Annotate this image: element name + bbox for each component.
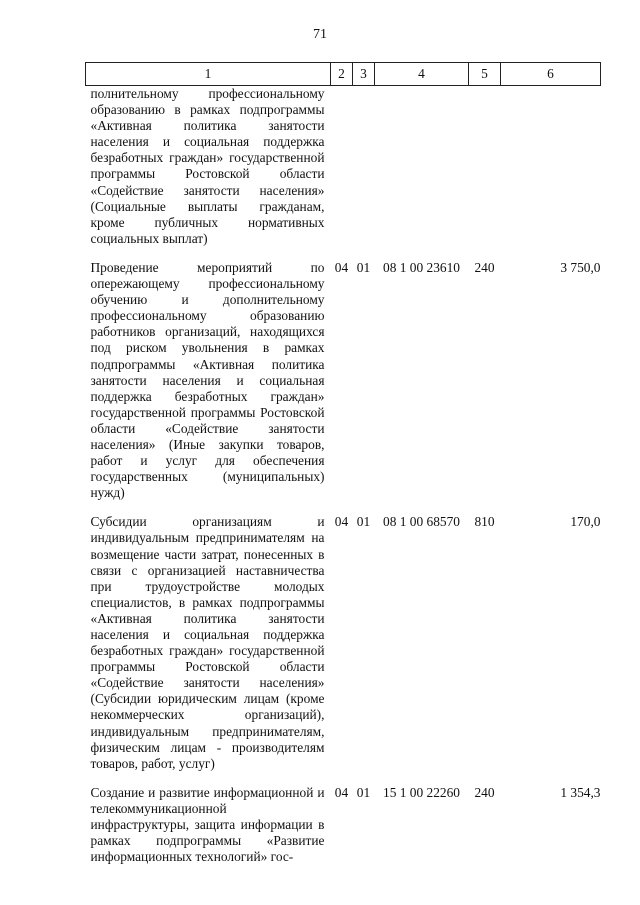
row-description: Проведение мероприятий по опережающему профессиональному обучению и дополнительному профессиональному образованию работников организаций, находящихся под риском увольнения в рамках подпрограммы «Активная политика занятости населения и социальная поддержка безработных граждан» государственной программы Ростовской области «Содействие занятости населения» (Иные закупки товаров, работ и услуг для обеспечения государственных (муниципальных) нужд) [90,259,325,501]
row-rz [331,86,353,260]
header-col-1: 1 [86,63,331,86]
row-vr: 240 [474,784,495,800]
row-amount [501,86,601,260]
header-col-4: 4 [375,63,469,86]
row-vr: 810 [474,514,495,530]
header-col-6: 6 [501,63,601,86]
row-pr: 01 [356,784,371,800]
header-col-5: 5 [469,63,501,86]
row-csr [375,86,469,260]
row-description: Создание и развитие информационной и телекоммуникационной инфраструктуры, защита информации в рамках подпрограммы «Развитие информационных технологий» гос- [90,784,325,865]
row-amount: 1 354,3 [560,784,601,800]
row-csr: 15 1 00 22260 [383,784,460,800]
header-col-2: 2 [331,63,353,86]
row-amount: 3 750,0 [560,259,601,275]
table-row [86,260,601,514]
row-pr: 01 [356,259,371,275]
page-number: 71 [313,27,327,42]
row-rz: 04 [334,259,349,275]
header-col-3: 3 [353,63,375,86]
row-vr [469,86,501,260]
row-vr: 240 [474,259,495,275]
table-row [86,785,601,878]
header-row [86,63,601,86]
row-description: Субсидии организациям и индивидуальным предпринимателям на возмещение части затрат, понесенных в связи с организацией наставничества при трудоустройстве молодых специалистов, в рамках подпрограммы «Активная политика занятости населения и социальная поддержка безработных граждан» государственной программы Ростовской области «Содействие занятости населения» (Субсидии юридическим лицам (кроме некоммерческих организаций), индивидуальным предпринимателям, физическим лицам - производителям товаров, работ, услуг) [90,514,325,771]
row-pr: 01 [356,514,371,530]
row-amount: 170,0 [570,514,601,530]
row-rz: 04 [334,514,349,530]
budget-table [85,62,601,878]
row-description: полнительному профессиональному образованию в рамках подпрограммы «Активная политика занятости населения и социальная поддержка безработных граждан» государственной программы Ростовской области «Содействие занятости населения» (Социальные выплаты гражданам, кроме публичных нормативных социальных выплат) [90,86,325,246]
row-csr: 08 1 00 68570 [383,514,460,530]
row-pr [353,86,375,260]
table-body [86,86,601,879]
table-header [86,63,601,86]
row-rz: 04 [334,784,349,800]
table-row [86,514,601,785]
table-row [86,86,601,260]
row-csr: 08 1 00 23610 [383,259,460,275]
